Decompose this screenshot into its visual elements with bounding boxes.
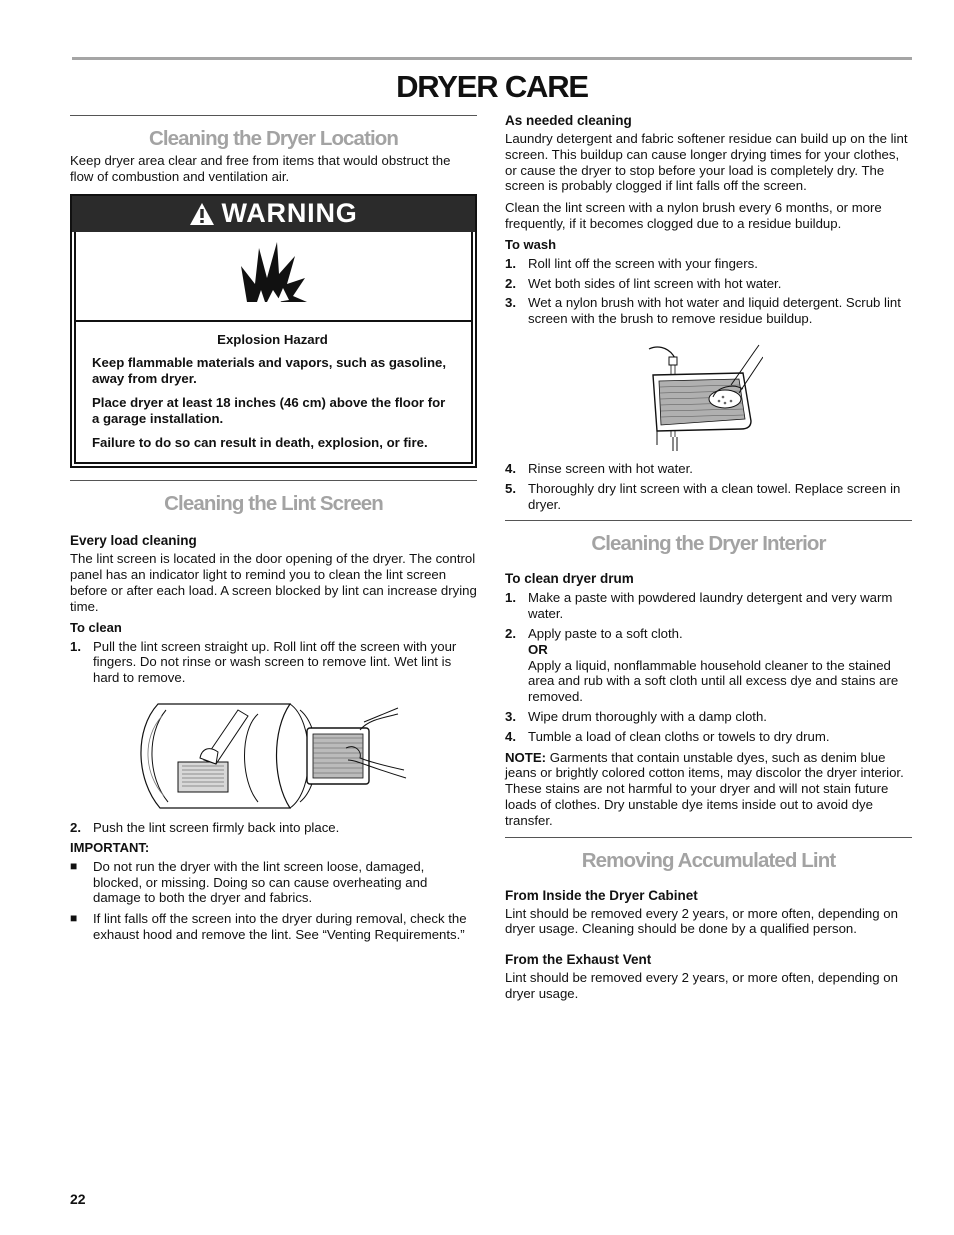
page-number: 22 <box>70 1191 86 1207</box>
lint-heading: Cleaning the Lint Screen <box>164 492 383 516</box>
to-wash-steps-continued <box>505 461 912 512</box>
interior-note: NOTE: Garments that contain unstable dyes, such as denim blue jeans or brightly colored cotton items, may discolor the dryer interior. These stains are not harmful to your dryer and will not stain future loads of clothes. Dry unstable dye items inside out to avoid dye transfer. <box>505 749 904 828</box>
warning-line-3: Failure to do so can result in death, explosion, or fire. <box>92 434 428 450</box>
accumulated-heading: Removing Accumulated Lint <box>581 848 836 872</box>
warning-body <box>74 232 473 465</box>
list-item: 1. Make a paste with powdered laundry detergent and very warm water. <box>505 590 893 622</box>
top-rule <box>72 57 912 60</box>
warning-hazard: Explosion Hazard <box>217 331 328 347</box>
to-clean-steps-continued <box>70 820 477 836</box>
as-needed-heading: As needed cleaning <box>505 113 632 128</box>
section-rule <box>505 520 912 521</box>
list-item: 4. Tumble a load of clean cloths or towels to dry drum. <box>505 728 830 744</box>
list-item: 4. Rinse screen with hot water. <box>505 460 693 476</box>
important-bullets <box>70 859 477 943</box>
section-rule <box>505 837 912 838</box>
list-item: 2. Apply paste to a soft cloth. OR Apply a liquid, nonflammable household cleaner to the stained area and rub with a soft cloth until all excess dye and stains are removed. <box>505 625 899 705</box>
to-wash-steps <box>505 256 912 327</box>
as-needed-paragraph-2: Clean the lint screen with a nylon brush every 6 months, or more frequently, if it becomes clogged due to a residue buildup. <box>505 200 882 231</box>
to-clean-label: To clean <box>70 619 122 635</box>
explosion-icon <box>237 240 311 312</box>
section-rule <box>70 480 477 481</box>
interior-heading: Cleaning the Dryer Interior <box>591 532 826 556</box>
warning-box <box>70 194 477 469</box>
warning-line-1: Keep flammable materials and vapors, such as gasoline, away from dryer. <box>92 355 447 387</box>
list-item: 2. Wet both sides of lint screen with hot water. <box>505 275 782 291</box>
interior-subheading: To clean dryer drum <box>505 571 634 587</box>
warning-header <box>72 196 475 232</box>
lint-screen-wash-illustration <box>647 341 763 453</box>
interior-steps <box>505 590 912 744</box>
section-rule <box>70 115 477 116</box>
location-intro: Keep dryer area clear and free from items that would obstruct the flow of combustion and ventilation air. <box>70 153 451 184</box>
list-item: 5. Thoroughly dry lint screen with a clean towel. Replace screen in dryer. <box>505 480 901 512</box>
every-load-heading: Every load cleaning <box>70 533 197 549</box>
vent-heading: From the Exhaust Vent <box>505 952 652 968</box>
warning-line-2: Place dryer at least 18 inches (46 cm) above the floor for a garage installation. <box>92 394 446 426</box>
to-wash-label: To wash <box>505 236 557 252</box>
list-item: 3. Wet a nylon brush with hot water and liquid detergent. Scrub lint screen with the brush to remove residue buildup. <box>505 295 901 327</box>
warning-triangle-icon <box>189 202 215 226</box>
list-item: 2. Push the lint screen firmly back into place. <box>70 819 340 835</box>
as-needed-paragraph-1: Laundry detergent and fabric softener residue can build up on the lint screen. This buildup can cause longer drying times for your clothes, or cause the dryer to stop before your load is completely dry. The screen is probably clogged if lint falls off the screen. <box>505 131 908 194</box>
cabinet-text: Lint should be removed every 2 years, or more often, depending on dryer usage. Cleaning should be done by a qualified person. <box>505 905 898 937</box>
list-item: 1. Roll lint off the screen with your fingers. <box>505 255 758 271</box>
left-column <box>70 113 477 943</box>
page-title: DRYER CARE <box>396 69 588 104</box>
list-item: ■ Do not run the dryer with the lint screen loose, damaged, blocked, or missing. Doing so can cause overheating and damage to both the dryer and fabrics. <box>70 858 428 906</box>
important-label: IMPORTANT: <box>70 839 150 855</box>
list-item: ■ If lint falls off the screen into the dryer during removal, check the exhaust hood and remove the lint. See “Venting Requirements.” <box>70 911 467 942</box>
warning-label: WARNING <box>221 197 358 228</box>
location-heading: Cleaning the Dryer Location <box>148 127 399 150</box>
list-item: 3. Wipe drum thoroughly with a damp cloth. <box>505 708 767 724</box>
list-item: 1. Pull the lint screen straight up. Roll lint off the screen with your fingers. Do not rinse or wash screen to remove lint. Wet lint is hard to remove. <box>70 638 457 686</box>
warning-text <box>76 322 471 463</box>
warning-icon-area <box>76 232 471 322</box>
to-clean-steps <box>70 639 477 686</box>
cabinet-heading: From Inside the Dryer Cabinet <box>505 887 698 903</box>
dryer-lint-screen-illustration <box>140 700 410 812</box>
every-load-text: The lint screen is located in the door opening of the dryer. The control panel has an indicator light to remind you to clean the lint screen before or after each load. A screen blocked by lint can increase drying time. <box>70 551 477 614</box>
right-column <box>505 113 912 1002</box>
vent-text: Lint should be removed every 2 years, or more often, depending on dryer usage. <box>505 970 898 1001</box>
